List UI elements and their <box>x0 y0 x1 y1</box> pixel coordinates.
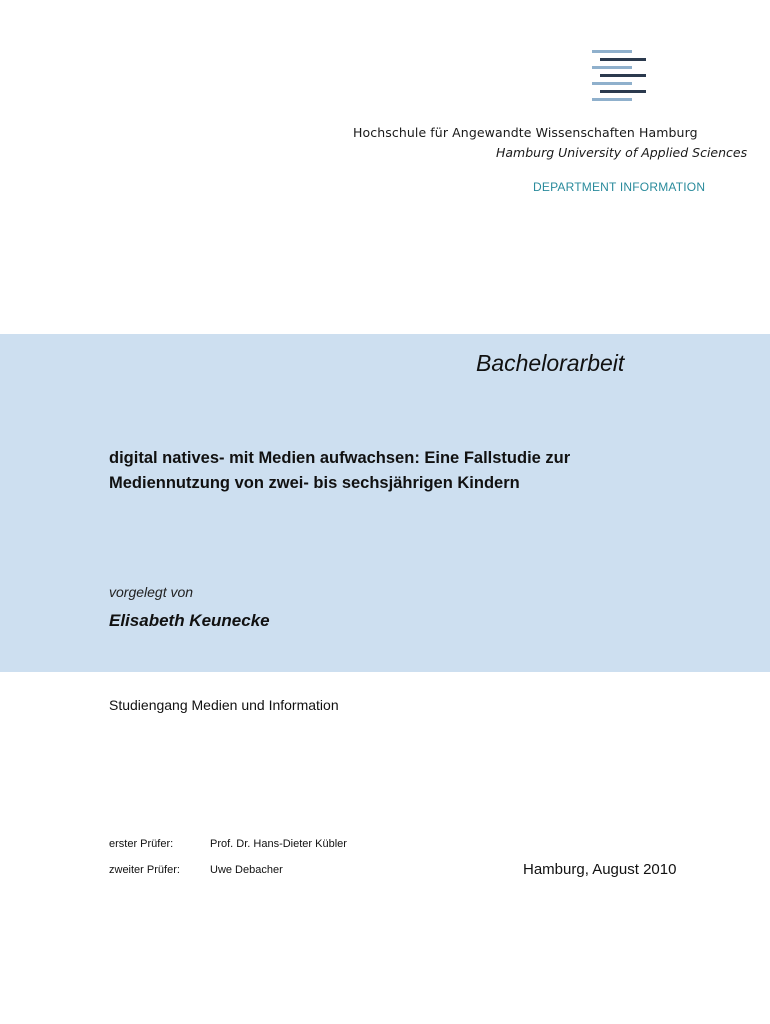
thesis-title-line-2: Mediennutzung von zwei- bis sechsjährigen Kindern <box>109 474 520 492</box>
study-program: Studiengang Medien und Information <box>109 697 339 713</box>
first-examiner-name: Prof. Dr. Hans-Dieter Kübler <box>210 838 347 850</box>
thesis-title-line-1: digital natives- mit Medien aufwachsen: Eine Fallstudie zur <box>109 449 571 467</box>
department-label: DEPARTMENT INFORMATION <box>533 180 706 194</box>
university-logo-icon <box>590 50 648 104</box>
presented-by-label: vorgelegt von <box>109 584 194 600</box>
second-examiner-name: Uwe Debacher <box>210 864 283 876</box>
place-and-date: Hamburg, August 2010 <box>523 861 677 878</box>
first-examiner-label: erster Prüfer: <box>109 838 174 850</box>
thesis-title <box>109 446 669 496</box>
university-name-english: Hamburg University of Applied Sciences <box>496 145 748 160</box>
second-examiner-label: zweiter Prüfer: <box>109 864 180 876</box>
university-name-german: Hochschule für Angewandte Wissenschaften Hamburg <box>353 125 698 140</box>
author-name: Elisabeth Keunecke <box>109 611 270 630</box>
document-type: Bachelorarbeit <box>476 350 625 376</box>
